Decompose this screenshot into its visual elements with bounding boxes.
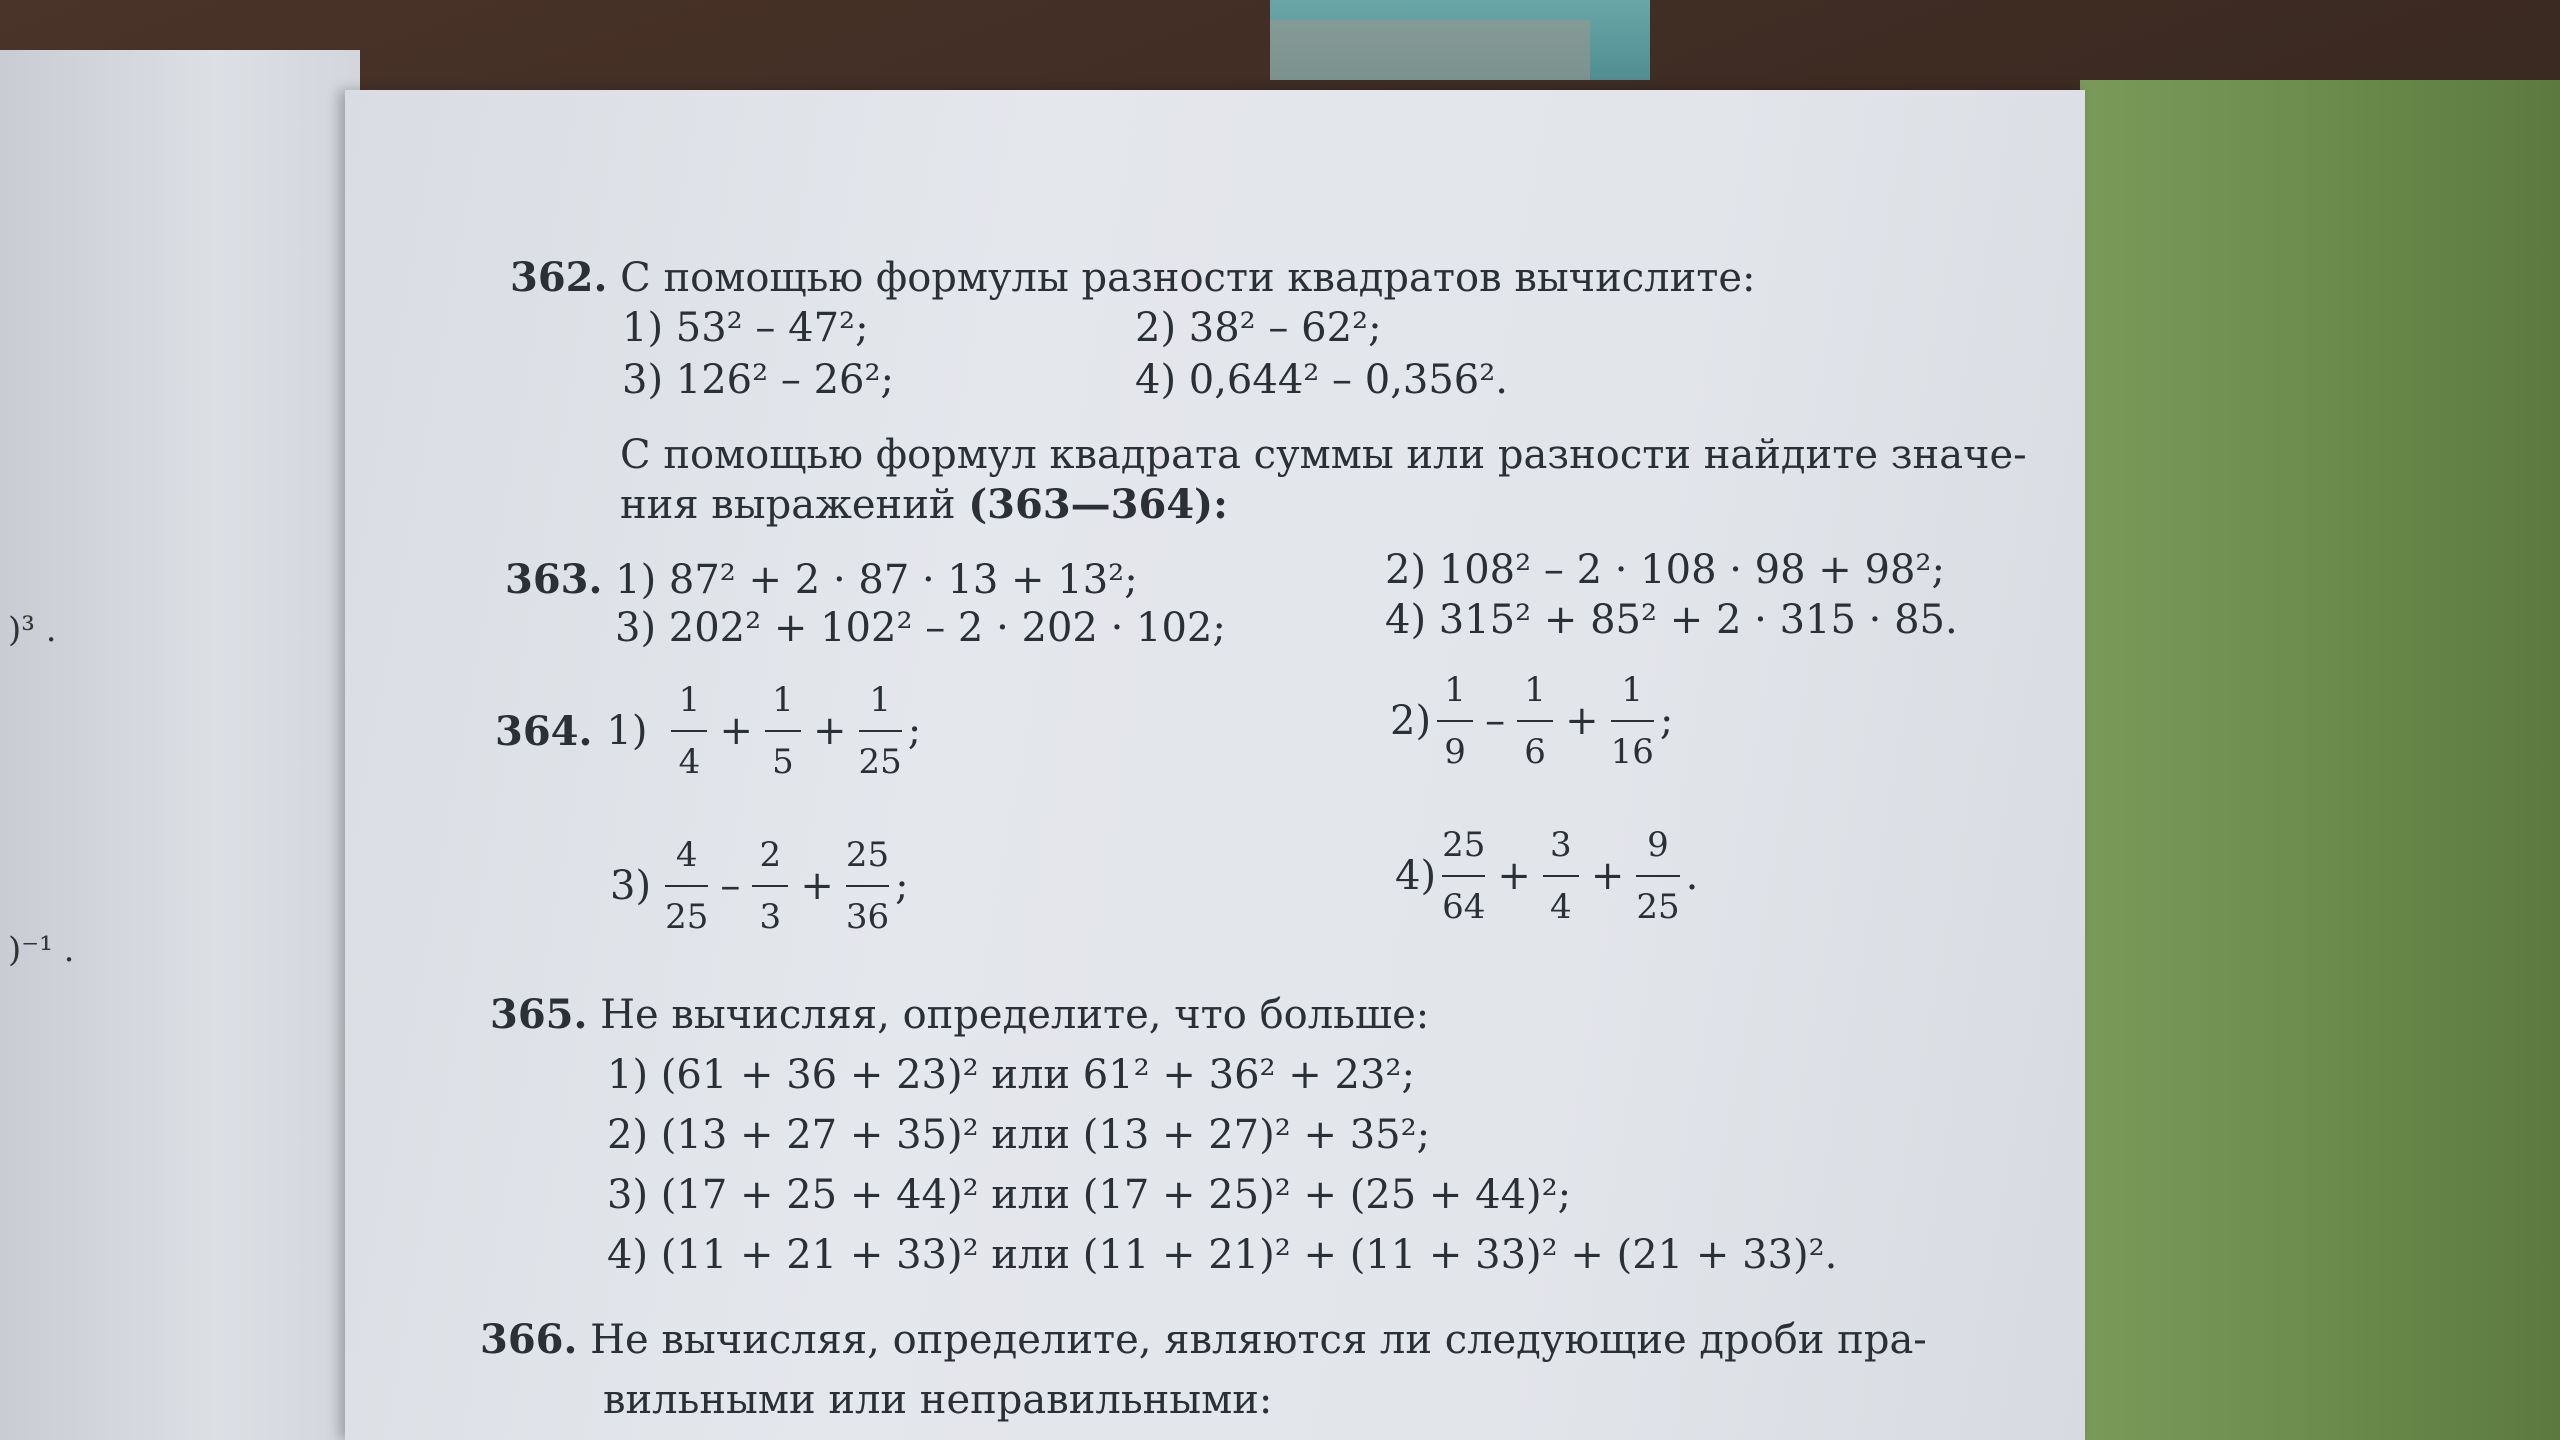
numerator: 9 [1647, 825, 1669, 865]
problem-number: 364. [495, 707, 593, 755]
fraction [1543, 825, 1579, 927]
denominator: 36 [845, 897, 890, 937]
problem-362-item-3: 3) 126² – 26²; [622, 357, 894, 403]
problem-363-item-4: 4) 315² + 85² + 2 · 315 · 85. [1385, 597, 1958, 643]
numerator: 2 [759, 835, 782, 875]
denominator: 4 [1550, 887, 1572, 927]
operator: + [1565, 698, 1599, 744]
intro-line-1: С помощью формул квадрата суммы или разности найдите значе- [620, 432, 2027, 478]
problem-number: 362. [510, 254, 608, 301]
operator: + [800, 863, 834, 909]
operator: + [1497, 853, 1531, 899]
problem-363-item-1: 1) 87² + 2 · 87 · 13 + 13²; [615, 557, 1138, 603]
problem-365-item-4: 4) (11 + 21 + 33)² или (11 + 21)² + (11 + 33)² + (21 + 33)². [607, 1232, 1838, 1278]
operator: – [720, 863, 741, 909]
operator: + [719, 708, 753, 754]
fraction [671, 680, 707, 782]
item-label: 2) [1390, 698, 1432, 744]
textbook-page [345, 90, 2085, 1440]
terminator: ; [1659, 698, 1674, 744]
fraction [1437, 670, 1473, 772]
item-label: 4) [1395, 853, 1437, 899]
item-label: 1) [606, 708, 648, 754]
problem-365-header [490, 991, 1430, 1038]
problem-number: 363. [505, 556, 603, 603]
denominator: 9 [1444, 732, 1466, 772]
numerator: 1 [678, 680, 701, 720]
intro-line-2 [620, 481, 1228, 528]
intro-text: ния выражений [620, 482, 956, 528]
denominator: 64 [1442, 887, 1486, 927]
fraction [1611, 670, 1654, 772]
problem-364-item-4 [1395, 825, 1698, 927]
item-label: 3) [610, 863, 652, 909]
left-page-fragment-top: )³ . [8, 610, 57, 650]
problem-363-item-3: 3) 202² + 102² – 2 · 202 · 102; [615, 605, 1226, 651]
numerator: 1 [1444, 670, 1466, 710]
denominator: 25 [1636, 887, 1680, 927]
fraction [1636, 825, 1679, 927]
numerator: 25 [1442, 825, 1486, 865]
fraction [665, 835, 708, 937]
fraction [1442, 825, 1485, 927]
problem-365-item-1: 1) (61 + 36 + 23)² или 61² + 36² + 23²; [607, 1052, 1415, 1098]
denominator: 25 [665, 897, 709, 937]
problem-text: С помощью формулы разности квадратов вычислите: [620, 255, 1756, 301]
problem-364-item-3 [610, 835, 909, 937]
denominator: 4 [678, 742, 701, 782]
denominator: 25 [858, 742, 902, 782]
operator: – [1485, 698, 1506, 744]
numerator: 1 [1524, 670, 1546, 710]
tape-strip [1270, 20, 1590, 80]
numerator: 3 [1550, 825, 1572, 865]
problem-number: 366. [480, 1316, 578, 1363]
intro-range: (363—364): [968, 481, 1228, 528]
numerator: 1 [869, 680, 891, 720]
left-page-fragment-bottom: )⁻¹ . [8, 930, 75, 970]
fraction [765, 680, 801, 782]
problem-364-item-1 [495, 680, 921, 782]
numerator: 4 [675, 835, 698, 875]
problem-text: Не вычисляя, определите, что больше: [600, 992, 1430, 1038]
problem-365-item-2: 2) (13 + 27 + 35)² или (13 + 27)² + 35²; [607, 1112, 1431, 1158]
problem-364-item-2 [1390, 670, 1673, 772]
problem-366-line-1 [480, 1316, 1927, 1363]
fraction [1517, 670, 1553, 772]
problem-363-row-1 [505, 556, 1138, 603]
book-cover [2080, 80, 2560, 1440]
operator: + [813, 708, 847, 754]
problem-text: Не вычисляя, определите, являются ли следующие дроби пра- [590, 1317, 1927, 1363]
numerator: 1 [772, 680, 794, 720]
terminator: . [1685, 853, 1699, 899]
operator: + [1590, 853, 1625, 899]
numerator: 1 [1621, 670, 1644, 710]
terminator: ; [895, 863, 909, 909]
denominator: 3 [759, 897, 782, 937]
problem-363-item-2: 2) 108² – 2 · 108 · 98 + 98²; [1385, 547, 1945, 593]
fraction [752, 835, 788, 937]
denominator: 6 [1524, 732, 1546, 772]
fraction [859, 680, 902, 782]
denominator: 16 [1610, 732, 1654, 772]
problem-362-item-4: 4) 0,644² – 0,356². [1135, 357, 1509, 403]
fraction [846, 835, 889, 937]
problem-365-item-3: 3) (17 + 25 + 44)² или (17 + 25)² + (25 + 44)²; [607, 1172, 1572, 1218]
denominator: 5 [772, 742, 794, 782]
left-page [0, 50, 360, 1440]
problem-366-line-2: вильными или неправильными: [603, 1377, 1273, 1423]
terminator: ; [907, 708, 922, 754]
problem-362-header [510, 254, 1756, 301]
problem-number: 365. [490, 991, 588, 1038]
numerator: 25 [845, 835, 890, 875]
problem-362-item-2: 2) 38² – 62²; [1135, 305, 1382, 351]
problem-362-item-1: 1) 53² – 47²; [622, 305, 869, 351]
